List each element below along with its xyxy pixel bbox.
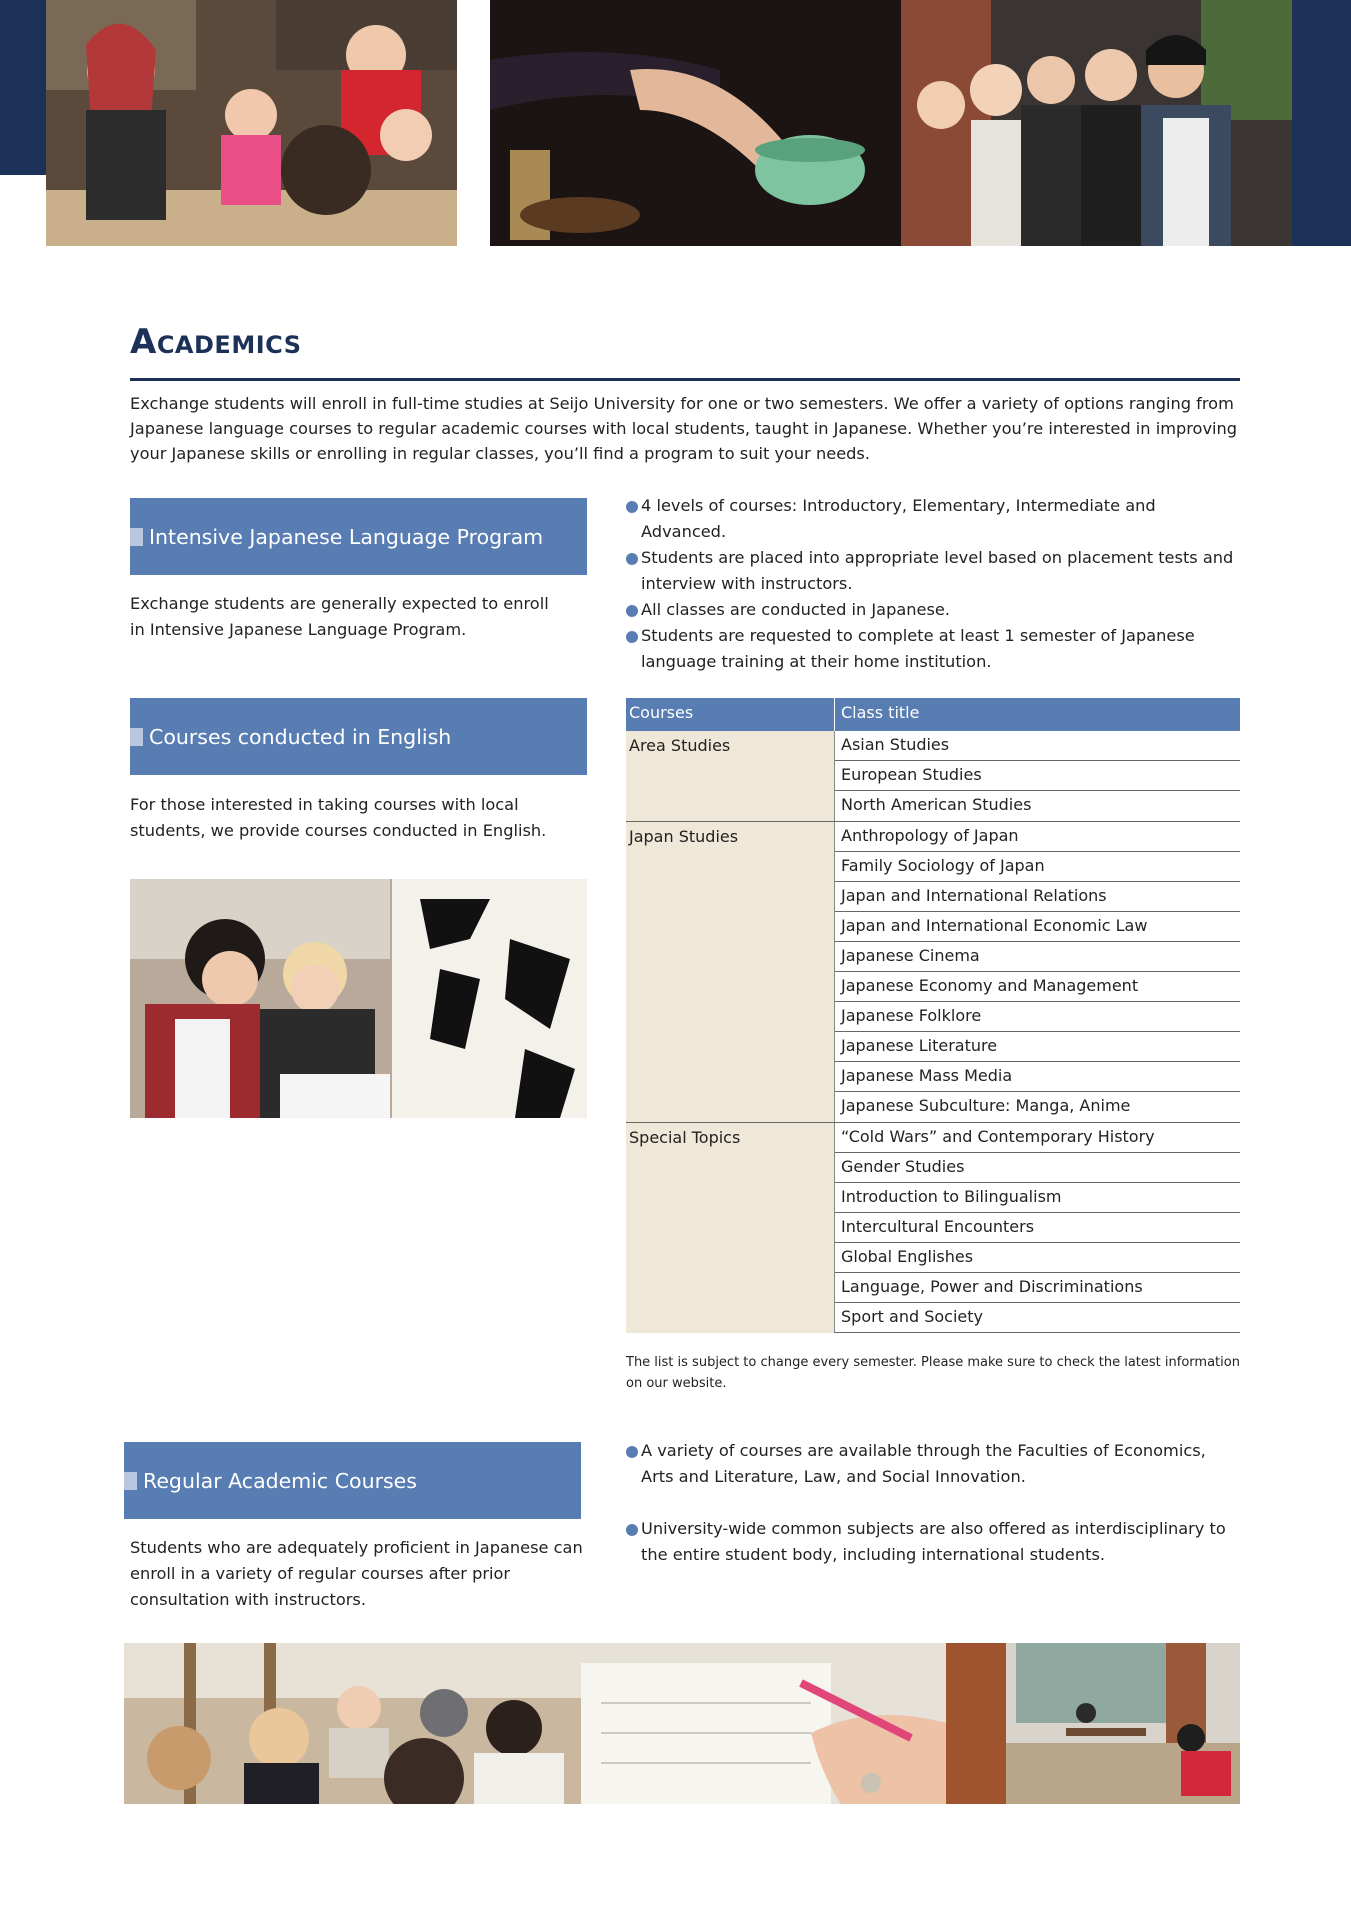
- table-row: Gender Studies: [835, 1153, 1240, 1183]
- table-row: “Cold Wars” and Contemporary History: [835, 1123, 1240, 1153]
- category-cell: Japan Studies: [626, 822, 835, 1122]
- photo-tea-ceremony: [490, 0, 901, 246]
- english-courses-header: [130, 698, 587, 775]
- table-row: Intercultural Encounters: [835, 1213, 1240, 1243]
- regular-courses-description: Students who are adequately proficient in Japanese can enroll in a variety of regular courses after prior consultation with instructors.: [130, 1538, 583, 1609]
- header-class-title: Class title: [841, 703, 920, 722]
- bullet-item: All classes are conducted in Japanese.: [626, 597, 1240, 623]
- table-row: Family Sociology of Japan: [835, 852, 1240, 882]
- photo-study-lounge: [946, 1643, 1240, 1804]
- title-divider: [130, 378, 1240, 381]
- table-row: Japanese Folklore: [835, 1002, 1240, 1032]
- table-row: Introduction to Bilingualism: [835, 1183, 1240, 1213]
- table-row: Japanese Mass Media: [835, 1062, 1240, 1092]
- english-courses-title: Courses conducted in English: [149, 724, 452, 749]
- table-row: Japanese Subculture: Manga, Anime: [841, 1096, 1131, 1115]
- bullet-item: A variety of courses are available through the Faculties of Economics, Arts and Literature, Law, and Social Innovation.: [626, 1438, 1240, 1490]
- intensive-program-title: Intensive Japanese Language Program: [149, 524, 544, 549]
- bullet-item: Students are placed into appropriate level based on placement tests and interview with instructors.: [626, 545, 1240, 597]
- bullet-item: 4 levels of courses: Introductory, Elementary, Intermediate and Advanced.: [626, 493, 1240, 545]
- intensive-program-description: Exchange students are generally expected to enroll in Intensive Japanese Language Program.: [130, 594, 549, 639]
- table-row: Asian Studies: [835, 731, 1240, 761]
- table-row: North American Studies: [841, 795, 1032, 814]
- table-note: The list is subject to change every semester. Please make sure to check the latest information on our website.: [626, 1355, 1240, 1391]
- table-row: Sport and Society: [835, 1303, 1240, 1333]
- table-row: Anthropology of Japan: [835, 822, 1240, 852]
- table-row: Language, Power and Discriminations: [835, 1273, 1240, 1303]
- navy-accent-right: [1292, 0, 1351, 246]
- table-row: Japanese Literature: [835, 1032, 1240, 1062]
- header-courses: Courses: [626, 698, 835, 731]
- navy-accent-left: [0, 0, 46, 175]
- intensive-program-bullets: [626, 493, 1240, 675]
- photo-writing-closeup: [581, 1643, 946, 1804]
- header-marker: [130, 528, 143, 546]
- photo-calligraphy-students: [130, 879, 587, 1118]
- category-cell: Area Studies: [626, 731, 835, 821]
- table-row: European Studies: [835, 761, 1240, 791]
- photo-students-group: [901, 0, 1292, 246]
- intro-paragraph: Exchange students will enroll in full-time studies at Seijo University for one or two semesters. We offer a variety of options ranging from Japanese language courses to regular academic courses with local students, taught in Japanese. Whether you’re interested in improving your Japanese skills or enrolling in regular classes, you’ll find a program to suit your needs.: [130, 394, 1238, 463]
- page-title: Academics: [130, 322, 302, 362]
- intensive-program-header: [130, 498, 587, 575]
- photo-children-classroom: [46, 0, 457, 246]
- table-row: Global Englishes: [835, 1243, 1240, 1273]
- table-group-special-topics: [626, 1123, 1240, 1333]
- courses-table: [626, 698, 1240, 1333]
- table-row: Japan and International Economic Law: [835, 912, 1240, 942]
- header-marker: [130, 728, 143, 746]
- english-courses-description: For those interested in taking courses with local students, we provide courses conducted in English.: [130, 795, 547, 840]
- regular-courses-bullets: [626, 1438, 1240, 1568]
- table-group-area-studies: [626, 731, 1240, 822]
- category-cell: Special Topics: [626, 1123, 835, 1333]
- table-header: [626, 698, 1240, 731]
- bullet-item: Students are requested to complete at least 1 semester of Japanese language training at their home institution.: [626, 623, 1240, 675]
- bullet-item: University-wide common subjects are also offered as interdisciplinary to the entire student body, including international students.: [626, 1516, 1240, 1568]
- table-row: Japan and International Relations: [835, 882, 1240, 912]
- photo-classroom-students: [124, 1643, 581, 1804]
- regular-courses-title: Regular Academic Courses: [143, 1468, 417, 1493]
- table-group-japan-studies: [626, 822, 1240, 1123]
- table-row: Japanese Cinema: [835, 942, 1240, 972]
- table-row: Japanese Economy and Management: [835, 972, 1240, 1002]
- regular-courses-header: [124, 1442, 581, 1519]
- header-marker: [124, 1472, 137, 1490]
